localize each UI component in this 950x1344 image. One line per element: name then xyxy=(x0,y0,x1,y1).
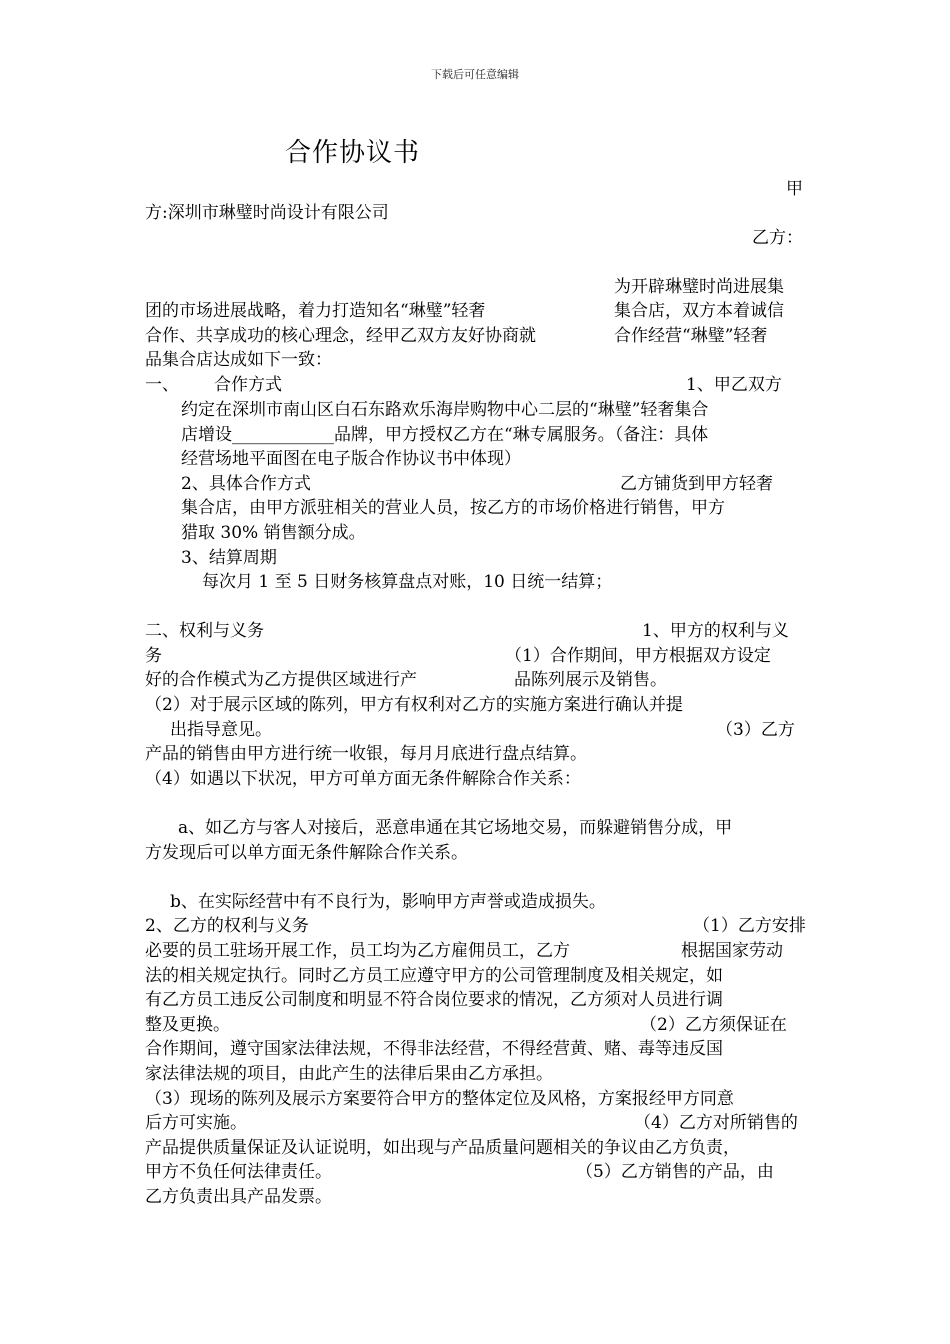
intro-line: 集合店，双方本着诚信 xyxy=(614,301,784,321)
paragraph-line: 店增设____________品牌，甲方授权乙方在“琳专属服务。（备注：具体 xyxy=(181,425,709,445)
paragraph-line: 猎取 30% 销售额分成。 xyxy=(181,523,366,543)
section-number: 一、 xyxy=(145,375,179,395)
page-title: 合作协议书 xyxy=(285,138,421,168)
paragraph-line: 产品提供质量保证及认证说明，如出现与产品质量问题相关的争议由乙方负责， xyxy=(145,1138,740,1158)
clause-heading: 1、甲方的权利与义 xyxy=(642,621,789,641)
paragraph-line: （4）乙方对所销售的 xyxy=(634,1113,798,1133)
paragraph-line: 每次月 1 至 5 日财务核算盘点对账，10 日统一结算； xyxy=(202,572,613,592)
clause-heading: 2、具体合作方式 xyxy=(181,474,311,494)
intro-line: 合作经营“琳璧”轻奢 xyxy=(614,326,768,346)
intro-line: 团的市场进展战略，着力打造知名“琳璧”轻奢 xyxy=(145,301,486,321)
paragraph-line: （1）合作期间，甲方根据双方设定 xyxy=(505,646,771,666)
paragraph-line: b、在实际经营中有不良行为，影响甲方声誉或造成损失。 xyxy=(170,892,606,912)
paragraph-line: 约定在深圳市南山区白石东路欢乐海岸购物中心二层的“琳璧”轻奢集合 xyxy=(181,400,709,420)
paragraph-line: （3）现场的陈列及展示方案要符合甲方的整体定位及风格，方案报经甲方同意 xyxy=(145,1089,734,1109)
paragraph-line: 出指导意见。 xyxy=(170,720,272,740)
paragraph-line: 合作期间，遵守国家法律法规，不得非法经营，不得经营黄、赌、毒等违反国 xyxy=(145,1039,723,1059)
header-note: 下载后可任意编辑 xyxy=(431,68,519,81)
paragraph-line: （4）如遇以下状况，甲方可单方面无条件解除合作关系： xyxy=(145,769,581,789)
intro-line: 为开辟琳璧时尚进展集 xyxy=(614,277,784,297)
paragraph-line: 整及更换。 xyxy=(145,1015,230,1035)
paragraph-line: 家法律法规的项目，由此产生的法律后果由乙方承担。 xyxy=(145,1064,553,1084)
paragraph-line: 经营场地平面图在电子版合作协议书中体现） xyxy=(181,449,521,469)
clause-heading: 1、甲乙双方 xyxy=(686,375,782,395)
paragraph-line: 根据国家劳动 xyxy=(681,941,783,961)
paragraph-line: （2）乙方须保证在 xyxy=(640,1015,787,1035)
clause-heading: 3、结算周期 xyxy=(181,548,277,568)
paragraph-line: 好的合作模式为乙方提供区域进行产 xyxy=(145,670,417,690)
paragraph-line: a、如乙方与客人对接后，恶意串通在其它场地交易，而躲避销售分成，甲 xyxy=(178,818,733,838)
section-heading: 二、权利与义务 xyxy=(145,621,264,641)
party-a-char: 甲 xyxy=(786,179,803,199)
paragraph-line: 法的相关规定执行。同时乙方员工应遵守甲方的公司管理制度及相关规定，如 xyxy=(145,966,723,986)
paragraph-line: 方发现后可以单方面无条件解除合作关系。 xyxy=(145,843,468,863)
paragraph-line: （2）对于展示区域的陈列，甲方有权利对乙方的实施方案进行确认并提 xyxy=(145,695,683,715)
paragraph-line: 甲方不负任何法律责任。 xyxy=(145,1162,332,1182)
paragraph-line: 有乙方员工违反公司制度和明显不符合岗位要求的情况，乙方须对人员进行调 xyxy=(145,990,723,1010)
clause-heading: 2、乙方的权利与义务 xyxy=(145,916,309,936)
paragraph-line: （5）乙方销售的产品，由 xyxy=(576,1162,774,1182)
section-heading: 合作方式 xyxy=(214,375,282,395)
paragraph-line: 乙方负责出具产品发票。 xyxy=(145,1187,332,1207)
party-a-name: 方:深圳市琳璧时尚设计有限公司 xyxy=(145,203,389,223)
paragraph-line: 产品的销售由甲方进行统一收银，每月月底进行盘点结算。 xyxy=(145,744,587,764)
paragraph-line: 集合店，由甲方派驻相关的营业人员，按乙方的市场价格进行销售，甲方 xyxy=(181,498,725,518)
clause-heading: 务 xyxy=(145,646,162,666)
paragraph-line: 后方可实施。 xyxy=(145,1113,247,1133)
paragraph-line: 乙方铺货到甲方轻奢 xyxy=(620,474,773,494)
paragraph-line: 必要的员工驻场开展工作，员工均为乙方雇佣员工，乙方 xyxy=(145,941,570,961)
paragraph-line: （3）乙方 xyxy=(716,720,795,740)
paragraph-line: （1）乙方安排 xyxy=(693,916,806,936)
intro-line: 合作、共享成功的核心理念，经甲乙双方友好协商就 xyxy=(145,326,536,346)
intro-line: 品集合店达成如下一致： xyxy=(145,350,332,370)
paragraph-line: 品陈列展示及销售。 xyxy=(514,670,667,690)
party-b-label: 乙方： xyxy=(752,228,803,248)
